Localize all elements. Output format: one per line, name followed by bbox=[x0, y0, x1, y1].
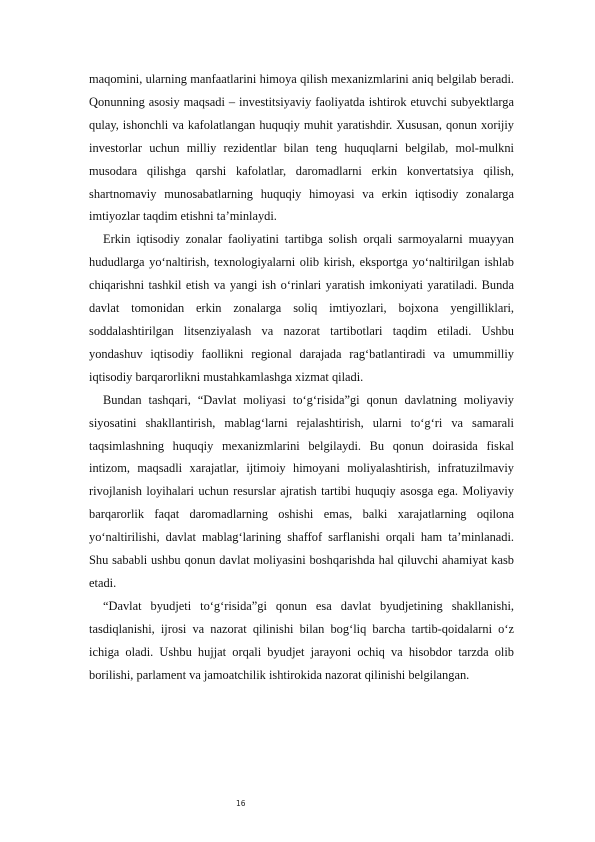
paragraph-3: Bundan tashqari, “Davlat moliyasi to‘g‘risida”gi qonun davlatning moliyaviy siyosatini shakllantirish, mablag‘larni rejalashtirish, ularni to‘g‘ri va samarali taqsimlashning huquqiy mexanizmlarini belgilaydi. Bu qonun doirasida fiskal intizom, maqsadli xarajatlar, ijtimoiy himoyani moliyalashtirish, infratuzilmaviy rivojlanish loyihalari uchun resurslar ajratish tartibi huquqiy asosga ega. Moliyaviy barqarorlik faqat daromadlarning oshishi emas, balki xarajatlarning oqilona yo‘naltirilishi, davlat mablag‘larining shaffof sarflanishi orqali ham ta’minlanadi. Shu sababli ushbu qonun davlat moliyasini boshqarishda hal qiluvchi ahamiyat kasb etadi. bbox=[89, 392, 514, 590]
paragraph-1: maqomini, ularning manfaatlarini himoya qilish mexanizmlarini aniq belgilab beradi. Qonunning asosiy maqsadi – investitsiyaviy faoliyatda ishtirok etuvchi subyektlarga qulay, ishonchli va kafolatlangan huquqiy muhit yaratishdir. Xususan, qonun xorijiy investorlar uchun milliy rezidentlar bilan teng huquqlarni belgilab, mol-mulkni musodara qilishga qarshi kafolatlar, daromadlarni erkin konvertatsiya qilish, shartnomaviy munosabatlarning huquqiy himoyasi va erkin iqtisodiy zonalarga imtiyozlar taqdim etishni ta’minlaydi. bbox=[89, 72, 514, 224]
page-number: 16 bbox=[236, 799, 246, 808]
paragraph-2: Erkin iqtisodiy zonalar faoliyatini tartibga solish orqali sarmoyalarni muayyan hududlarga yo‘naltirish, texnologiyalarni olib kirish, eksportga yo‘naltirilgan ishlab chiqarishni tashkil etish va yangi ish o‘rinlari yaratish imkoniyati yaratiladi. Bunda davlat tomonidan erkin zonalarga soliq imtiyozlari, bojxona yengilliklari, soddalashtirilgan litsenziyalash va nazorat tartibotlari taqdim etiladi. Ushbu yondashuv iqtisodiy faollikni regional darajada rag‘batlantiradi va umummilliy iqtisodiy barqarorlikni mustahkamlashga xizmat qiladi. bbox=[89, 232, 514, 384]
paragraph-4: “Davlat byudjeti to‘g‘risida”gi qonun esa davlat byudjetining shakllanishi, tasdiqlanishi, ijrosi va nazorat qilinishi bilan bog‘liq barcha tartib-qoidalarni o‘z ichiga oladi. Ushbu hujjat orqali byudjet jarayoni ochiq va hisobdor tarzda olib borilishi, parlament va jamoatchilik ishtirokida nazorat qilinishi belgilangan. bbox=[89, 598, 514, 682]
body-text bbox=[89, 68, 514, 686]
